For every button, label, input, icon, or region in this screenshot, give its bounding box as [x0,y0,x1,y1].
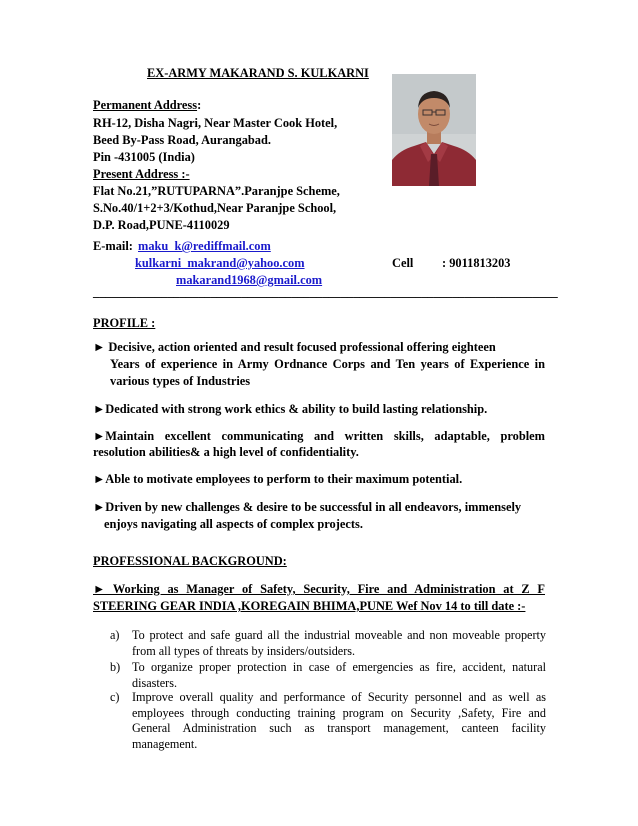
duty-label: a) [110,628,120,642]
cell-number: : 9011813203 [442,256,511,270]
duty-line: To organize proper protection in case of emergencies as fire, accident, natural [132,660,546,674]
permanent-address-line: Beed By-Pass Road, Aurangabad. [93,133,271,147]
present-address-line: Flat No.21,”RUTUPARNA”.Paranjpe Scheme, [93,184,340,198]
duty-line: General Administration such as transport management, canteen facility [132,721,546,736]
profile-item: ►Dedicated with strong work ethics & ability to build lasting relationship. [93,402,488,416]
email-link-yahoo[interactable]: kulkarni_makrand@yahoo.com [135,256,305,270]
duty-line: from all types of threats by insiders/outsiders. [132,643,356,658]
profile-heading: PROFILE : [93,316,156,330]
duty-line: Improve overall quality and performance of Security personnel and as well as [132,690,546,704]
duty-line: management. [132,736,198,751]
profile-item-continuation: various types of Industries [110,374,251,388]
present-address-line: D.P. Road,PUNE-4110029 [93,218,230,232]
profile-item: ► Decisive, action oriented and result focused professional offering eighteen [93,340,496,354]
duty-label: b) [110,660,121,674]
cell-label: Cell [392,256,414,270]
profile-item: ►Maintain excellent communicating and written skills, adaptable, problem [93,429,545,443]
profile-item: ►Able to motivate employees to perform to their maximum potential. [93,472,463,486]
portrait-image [392,74,476,186]
section-separator: ___________________________________________________________________________ [93,285,558,299]
duty-line: To protect and safe guard all the industrial moveable and non moveable property [132,628,546,642]
profile-item: ►Driven by new challenges & desire to be successful in all endeavors, immensely [93,500,522,514]
duty-label: c) [110,690,120,704]
profile-photo [392,74,476,186]
permanent-address-line: Pin -431005 (India) [93,150,195,164]
profile-item-continuation: enjoys navigating all aspects of complex projects. [104,517,363,531]
permanent-address-heading: Permanent Address: [93,98,202,112]
profile-item-continuation: Years of experience in Army Ordnance Corps and Ten years of Experience in [110,357,545,371]
present-address-heading: Present Address :- [93,167,190,181]
resume-name-title: EX-ARMY MAKARAND S. KULKARNI [147,66,369,80]
profile-item-continuation: resolution abilities& a high level of confidentiality. [93,445,359,459]
present-address-line: S.No.40/1+2+3/Kothud,Near Paranjpe School, [93,201,337,215]
professional-background-heading: PROFESSIONAL BACKGROUND: [93,554,287,568]
duty-line: employees through conducting training program on Security ,Safety, Fire and [132,705,546,720]
email-link-gmail[interactable]: makarand1968@gmail.com [176,273,323,287]
email-label: E-mail: [93,239,133,253]
job-description-line: ► Working as Manager of Safety, Security, Fire and Administration at Z F [93,582,545,596]
job-description-line: STEERING GEAR INDIA ,KOREGAIN BHIMA,PUNE Wef Nov 14 to till date :- [93,599,526,613]
permanent-address-line: RH-12, Disha Nagri, Near Master Cook Hotel, [93,116,338,130]
duty-line: disasters. [132,675,178,690]
email-link-rediffmail[interactable]: maku_k@rediffmail.com [138,239,271,253]
